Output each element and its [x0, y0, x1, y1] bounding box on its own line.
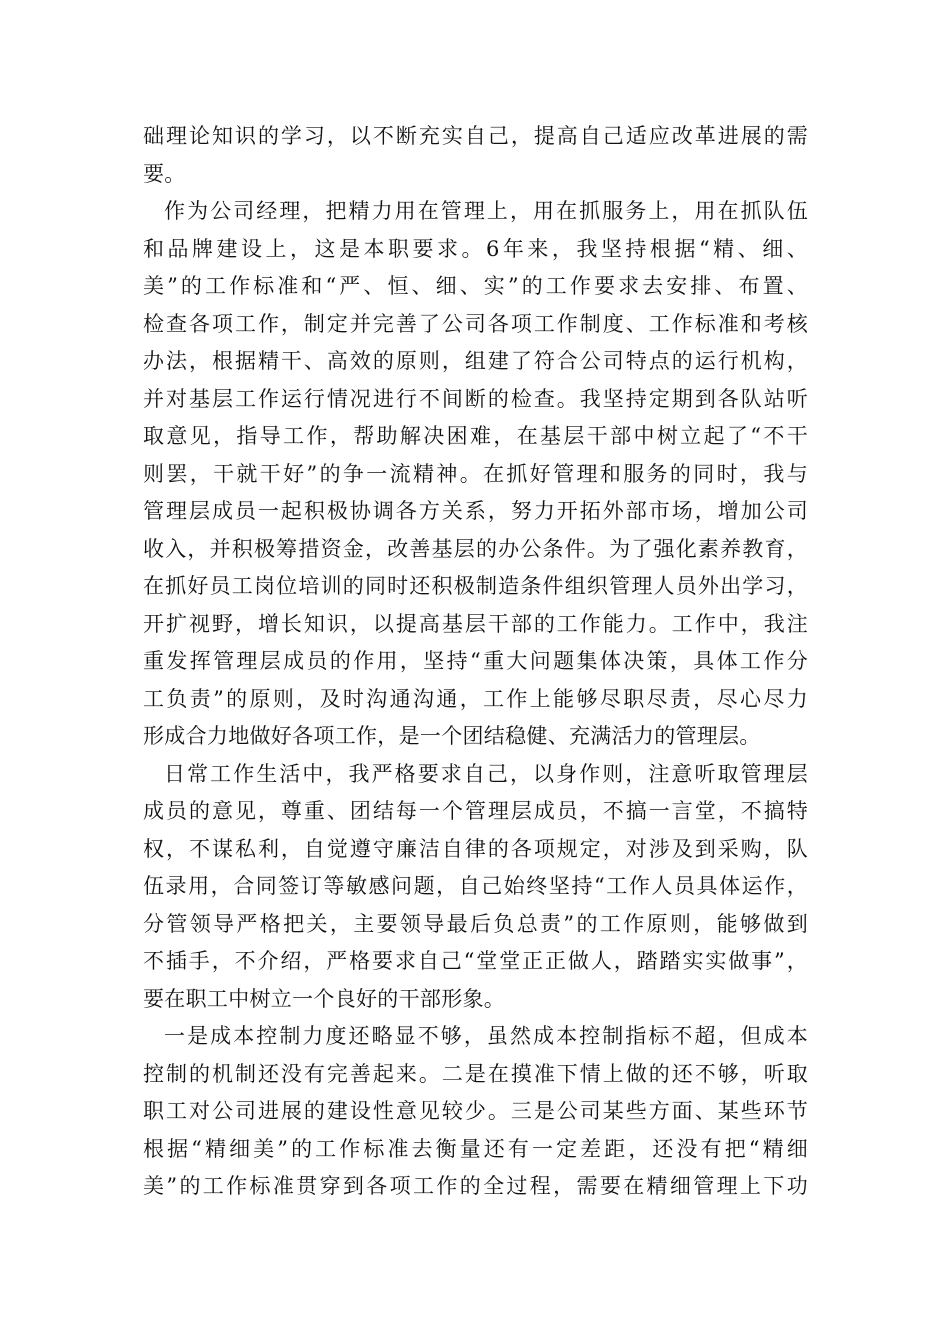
text-line: 重发挥管理层成员的作用，坚持“重大问题集体决策，具体工作分: [143, 649, 808, 673]
text-line: 管理层成员一起积极协调各方关系，努力开拓外部市场，增加公司: [143, 499, 808, 523]
text-line: 权，不谋私利，自觉遵守廉洁自律的各项规定，对涉及到采购，队: [143, 836, 808, 861]
document-body: [143, 118, 808, 1206]
text-line: 开扩视野，增长知识，以提高基层干部的工作能力。工作中，我注: [143, 611, 808, 636]
text-line: 伍录用，合同签订等敏感问题，自己始终坚持“工作人员具体运作，: [143, 874, 808, 898]
text-line: 在抓好员工岗位培训的同时还积极制造条件组织管理人员外出学习，: [143, 574, 808, 598]
text-line: 并对基层工作运行情况进行不间断的检查。我坚持定期到各队站听: [143, 386, 808, 411]
text-line: 收入，并积极筹措资金，改善基层的办公条件。为了强化素养教育，: [143, 536, 808, 561]
text-line: 工负责”的原则，及时沟通沟通，工作上能够尽职尽责，尽心尽力: [143, 686, 808, 711]
text-line: 成员的意见，尊重、团结每一个管理层成员，不搞一言堂，不搞特: [143, 799, 808, 823]
text-line: 要在职工中树立一个良好的干部形象。: [143, 986, 506, 1011]
text-line: 根据“精细美”的工作标准去衡量还有一定差距，还没有把“精细: [143, 1136, 808, 1161]
text-line: 办法，根据精干、高效的原则，组建了符合公司特点的运行机构，: [143, 349, 808, 373]
text-line: 作为公司经理，把精力用在管理上，用在抓服务上，用在抓队伍: [164, 199, 808, 223]
text-line: 则罢，干就干好”的争一流精神。在抓好管理和服务的同时，我与: [143, 461, 808, 486]
text-line: 美”的工作标准贯穿到各项工作的全过程，需要在精细管理上下功: [143, 1174, 808, 1198]
text-line: 职工对公司进展的建设性意见较少。三是公司某些方面、某些环节: [143, 1099, 808, 1123]
text-line: 美”的工作标准和“严、恒、细、实”的工作要求去安排、布置、: [143, 274, 808, 298]
text-line: 和品牌建设上，这是本职要求。6年来，我坚持根据“精、细、: [143, 236, 808, 261]
text-line: 一是成本控制力度还略显不够，虽然成本控制指标不超，但成本: [164, 1024, 808, 1048]
text-line: 检查各项工作，制定并完善了公司各项工作制度、工作标准和考核: [143, 311, 808, 336]
text-line: 分管领导严格把关，主要领导最后负总责”的工作原则，能够做到: [143, 911, 808, 936]
text-line: 要。: [143, 161, 186, 186]
text-line: 形成合力地做好各项工作，是一个团结稳健、充满活力的管理层。: [143, 724, 761, 748]
text-line: 取意见，指导工作，帮助解决困难，在基层干部中树立起了“不干: [143, 424, 808, 448]
text-line: 础理论知识的学习，以不断充实自己，提高自己适应改革进展的需: [143, 124, 808, 148]
text-line: 日常工作生活中，我严格要求自己，以身作则，注意听取管理层: [164, 761, 808, 786]
text-line: 不插手，不介绍，严格要求自己“堂堂正正做人，踏踏实实做事”，: [143, 949, 808, 973]
text-line: 控制的机制还没有完善起来。二是在摸准下情上做的还不够，听取: [143, 1061, 808, 1086]
